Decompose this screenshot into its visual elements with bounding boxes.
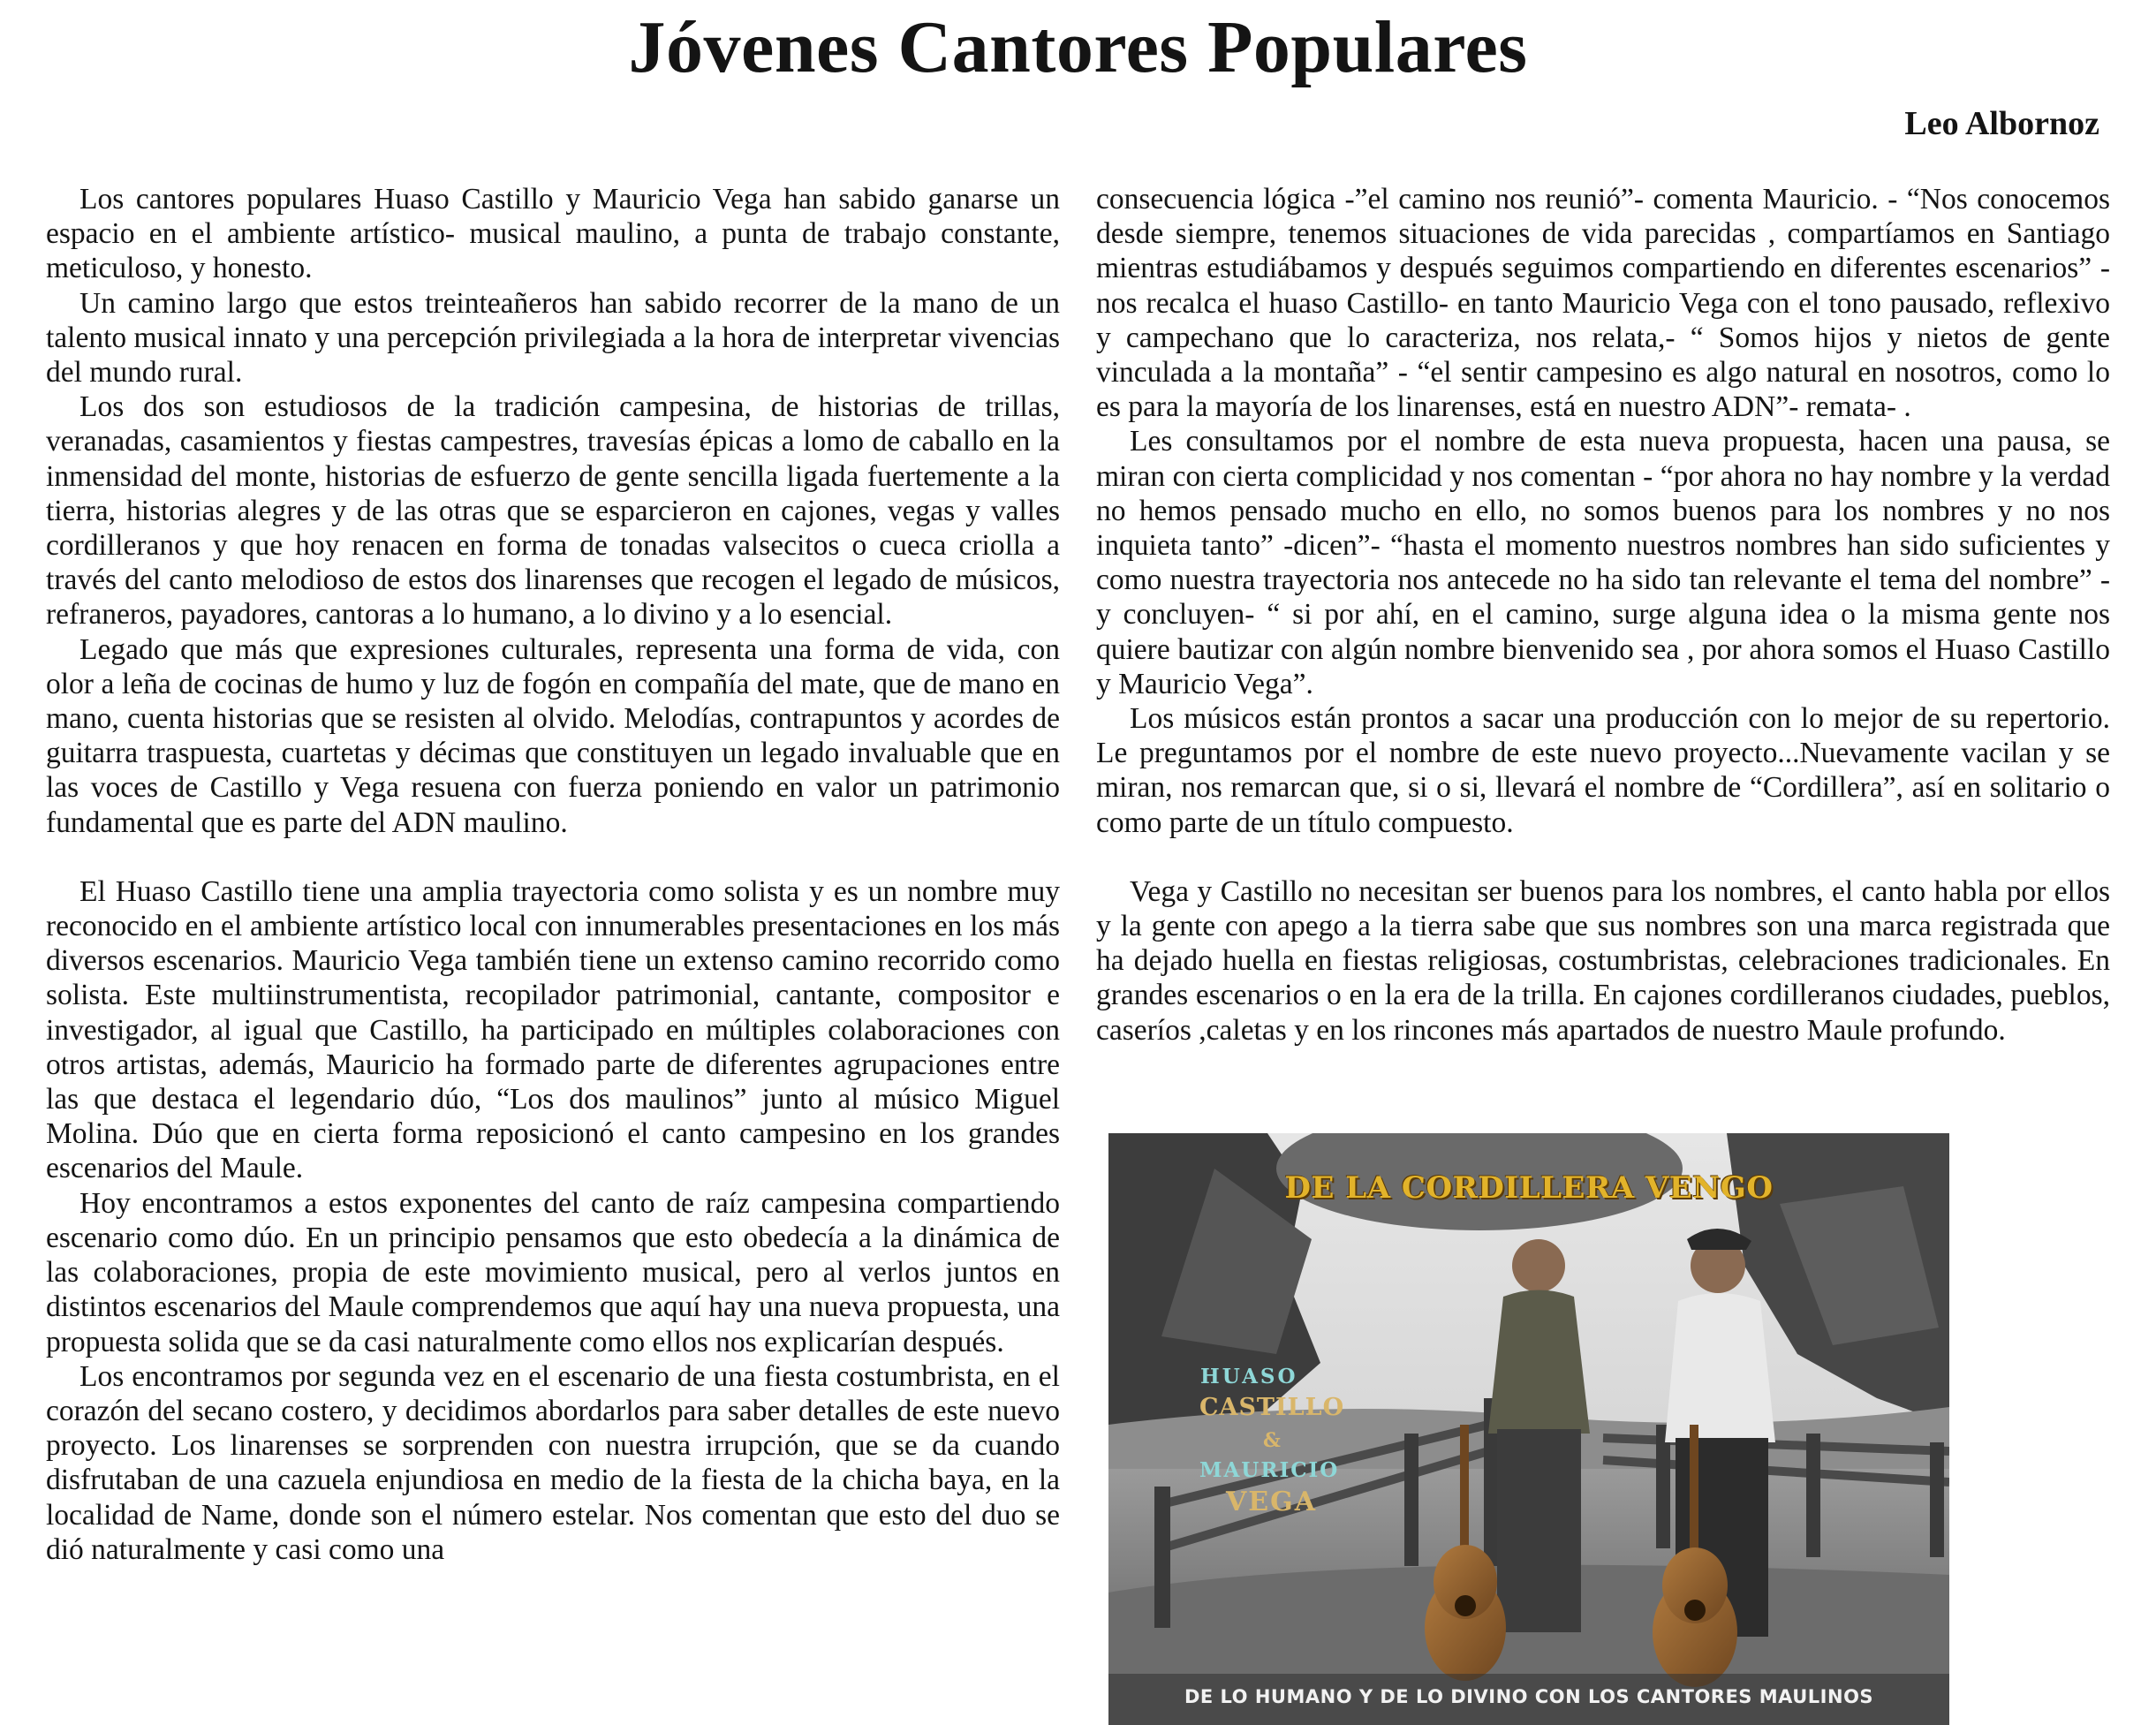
photo-illustration	[1108, 1133, 1949, 1725]
left-column	[46, 182, 1060, 1567]
paragraph: Los dos son estudiosos de la tradición campesina, de historias de trillas, veranadas, casamientos y fiestas campestres, travesías épicas a lomo de caballo en la inmensidad del monte, historias de esfuerzo de gente sencilla ligada fuertemente a la tierra, historias alegres y de las otras que se esparcieron en cajones, vegas y valles cordilleranos y que hoy renacen en forma de tonadas valsecitos o cueca criolla a través del canto melodioso de estos dos linarenses que recogen el legado de músicos, refraneros, payadores, cantoras a lo humano, a lo divino y a lo esencial.	[46, 390, 1060, 632]
album-cover-photo	[1108, 1133, 1949, 1725]
paragraph: Los músicos están prontos a sacar una producción con lo mejor de su repertorio. Le preguntamos por el nombre de este nuevo proyecto...Nuevamente vacilan y se miran, nos remarcan que, si o si, llevará el nombre de “Cordillera”, así en solitario o como parte de un título compuesto.	[1096, 702, 2110, 839]
photo-name-vega: VEGA	[1226, 1487, 1318, 1517]
paragraph: Les consultamos por el nombre de esta nueva propuesta, hacen una pausa, se miran con cierta complicidad y nos comentan - “por ahora no hay nombre y la verdad no hemos pensado mucho en ello, no somos buenos para los nombres y no nos inquieta tanto” -dicen”- “hasta el momento nuestros nombres han sido suficientes y como nuestra trayectoria nos antecede no ha sido tan relevante el tema del nombre” -y concluyen- “ si por ahí, en el camino, surge alguna idea o la misma gente nos quiere bautizar con algún nombre bienvenido sea , por ahora somos el Huaso Castillo y Mauricio Vega”.	[1096, 425, 2110, 700]
paragraph: Hoy encontramos a estos exponentes del canto de raíz campesina compartiendo escenario como dúo. En un principio pensamos que esto obedecía a la dinámica de las colaboraciones, propia de este movimiento musical, pero al verlos juntos en distintos escenarios del Maule comprendemos que aquí hay una nueva propuesta, una propuesta solida que se da casi naturalmente como ellos nos explicarían después.	[46, 1186, 1060, 1358]
photo-name-mauricio: MAURICIO	[1199, 1458, 1340, 1482]
photo-footer-caption: DE LO HUMANO Y DE LO DIVINO CON LOS CANTORES MAULINOS	[1184, 1686, 1874, 1707]
paragraph: Vega y Castillo no necesitan ser buenos para los nombres, el canto habla por ellos y la gente con apego a la tierra sabe que sus nombres son una marca registrada que ha dejado huella en fiestas religiosas, costumbristas, celebraciones tradicionales. En grandes escenarios o en la era de la trilla. En cajones cordilleranos ciudades, pueblos, caseríos ,caletas y en los rincones más apartados de nuestro Maule profundo.	[1096, 874, 2110, 1047]
paragraph: El Huaso Castillo tiene una amplia trayectoria como solista y es un nombre muy reconocido en el ambiente artístico local con innumerables presentaciones en los más diversos escenarios. Mauricio Vega también tiene un extenso camino recorrido como solista. Este multiinstrumentista, recopilador patrimonial, cantante, compositor e investigador, al igual que Castillo, ha participado en múltiples colaboraciones con otros artistas, además, Mauricio ha formado parte de diferentes agrupaciones entre las que destaca el legendario dúo, “Los dos maulinos” junto al músico Miguel Molina. Dúo que en cierta forma reposicionó el canto campesino en los grandes escenarios del Maule.	[46, 874, 1060, 1185]
photo-ampersand: &	[1263, 1429, 1281, 1452]
paragraph: Los cantores populares Huaso Castillo y Mauricio Vega han sabido ganarse un espacio en el ambiente artístico- musical maulino, a punta de trabajo constante, meticuloso, y honesto.	[46, 183, 1060, 285]
paragraph: Los encontramos por segunda vez en el escenario de una fiesta costumbrista, en el corazón del secano costero, y decidimos abordarlos para saber detalles de este nuevo proyecto. Los linarenses se sorprenden con nuestra irrupción, que se da cuando disfrutaban de una cazuela enjundiosa en medio de la fiesta de la chicha baya, en la localidad de Name, donde son el número estelar. Nos comentan que esto del duo se dió naturalmente y casi como una	[46, 1359, 1060, 1566]
photo-title: DE LA CORDILLERA VENGO	[1284, 1170, 1774, 1206]
author-byline: Leo Albornoz	[1904, 105, 2099, 142]
paragraph: Legado que más que expresiones culturales, representa una forma de vida, con olor a leña de cocinas de humo y luz de fogón en compañía del mate, que de mano en mano, cuenta historias que se resisten al olvido. Melodías, contrapuntos y acordes de guitarra traspuesta, cuartetas y décimas que constituyen un legado invaluable que en las voces de Castillo y Vega resuena con fuerza poniendo en valor un patrimonio fundamental que es parte del ADN maulino.	[46, 632, 1060, 839]
article-title: Jóvenes Cantores Populares	[628, 6, 1528, 88]
paragraph: consecuencia lógica -”el camino nos reunió”- comenta Mauricio. - “Nos conocemos desde siempre, tenemos situaciones de vida parecidas , compartíamos en Santiago mientras estudiábamos y después seguimos compartiendo en diferentes escenarios” -nos recalca el huaso Castillo- en tanto Mauricio Vega con el tono pausado, reflexivo y campechano que lo caracteriza, nos relata,- “ Somos hijos y nietos de gente vinculada a la montaña” - “el sentir campesino es algo natural en nosotros, como lo es para la mayoría de los linarenses, está en nuestro ADN”- remata- .	[1096, 183, 2110, 424]
right-column	[1096, 182, 2110, 1048]
photo-name-huaso: HUASO	[1200, 1365, 1298, 1388]
paragraph: Un camino largo que estos treinteañeros han sabido recorrer de la mano de un talento musical innato y una percepción privilegiada a la hora de interpretar vivencias del mundo rural.	[46, 286, 1060, 390]
photo-name-castillo: CASTILLO	[1199, 1394, 1345, 1421]
